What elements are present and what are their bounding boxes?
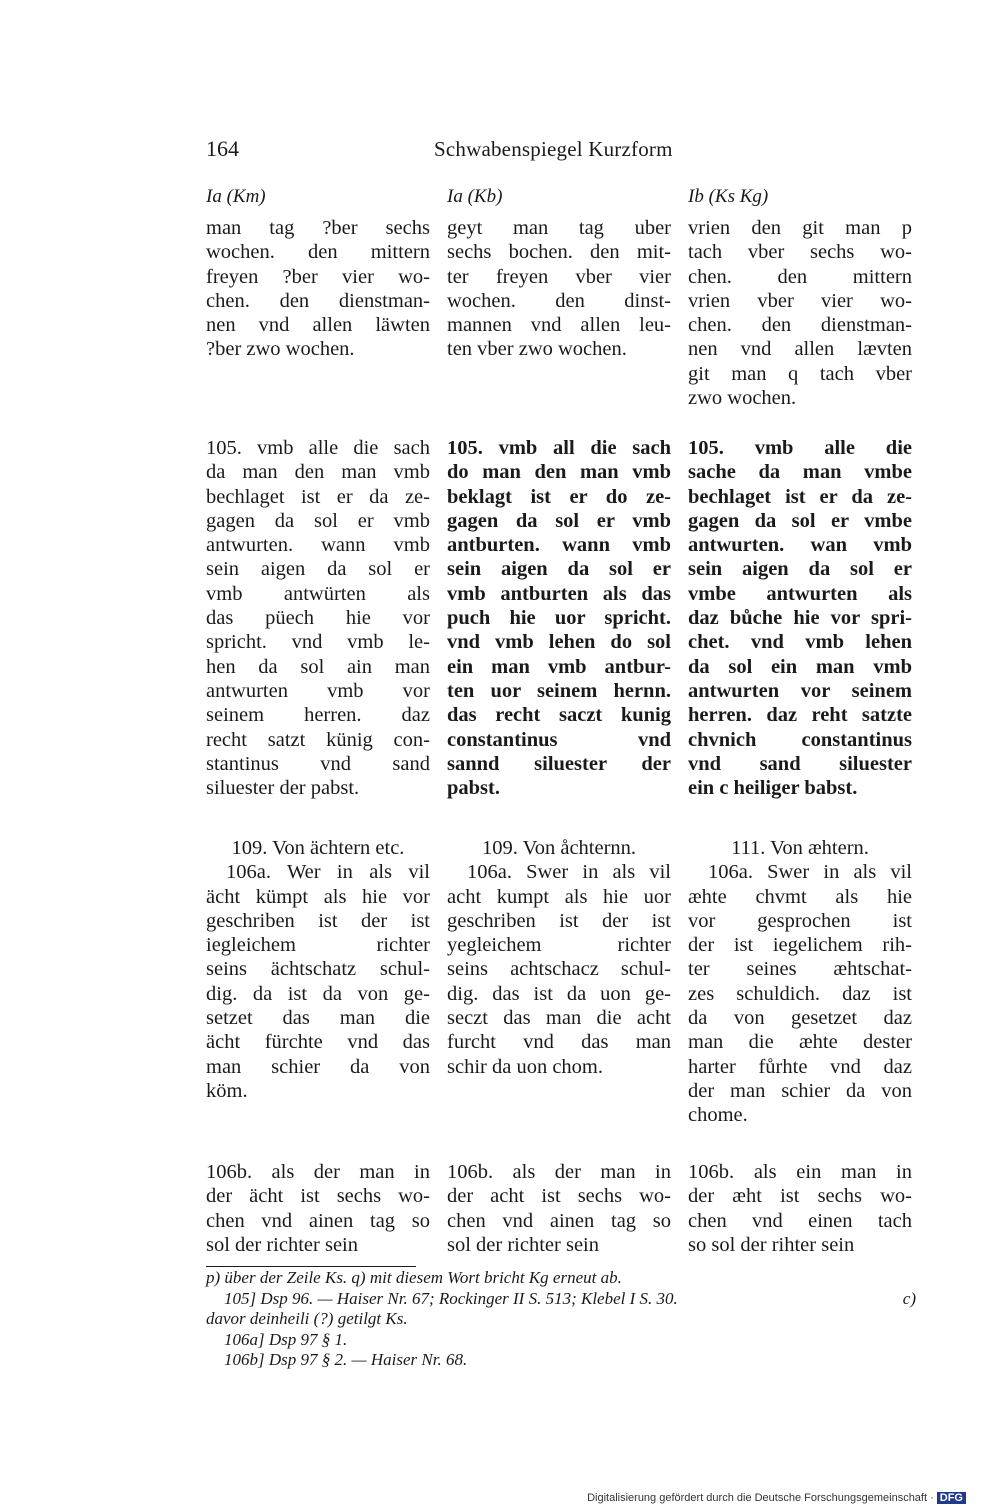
text-line: tach vber sechs wo- bbox=[688, 241, 912, 264]
text-line: antwurten. wann vmb bbox=[206, 534, 430, 557]
text-line: beklagt ist er do ze- bbox=[447, 485, 671, 508]
text-line: der man schier da von bbox=[688, 1079, 912, 1102]
digitization-credit bbox=[587, 1492, 966, 1504]
text-line: der ächt ist sechs wo- bbox=[206, 1185, 430, 1208]
text-line: bechlaget ist er da ze- bbox=[206, 485, 430, 508]
text-block bbox=[206, 1160, 430, 1257]
running-title: Schwabenspiegel Kurzform bbox=[434, 137, 673, 161]
text-line: wochen. den mittern bbox=[206, 241, 430, 264]
text-line: freyen ?ber vier wo- bbox=[206, 265, 430, 288]
text-line: 106b. als der man in bbox=[447, 1161, 671, 1183]
text-line: do man den man vmb bbox=[447, 461, 671, 484]
column-siglum: Ia (Km) bbox=[206, 186, 266, 207]
text-line: stantinus vnd sand bbox=[206, 752, 430, 775]
text-line: 106b. als der man in bbox=[206, 1161, 430, 1183]
text-line: seins ächtschatz schul- bbox=[206, 958, 430, 981]
column-siglum: Ia (Kb) bbox=[447, 186, 503, 207]
text-line: seinem herren. daz bbox=[206, 704, 430, 727]
text-line: nen vnd allen lævten bbox=[688, 338, 912, 361]
text-block bbox=[447, 836, 671, 1079]
text-line: chen vnd ainen tag so bbox=[447, 1209, 671, 1232]
text-line: ächt kümpt als hie vor bbox=[206, 885, 430, 908]
text-line: ter freyen vber vier bbox=[447, 265, 671, 288]
text-line: 106a. Wer in als vil bbox=[226, 861, 430, 884]
text-line: sannd siluester der bbox=[447, 752, 671, 775]
text-line: chen. den dienstman- bbox=[688, 314, 912, 337]
text-line: recht satzt künig con- bbox=[206, 728, 430, 751]
text-line: ?ber zwo wochen. bbox=[206, 338, 355, 361]
text-line: yegleichem richter bbox=[447, 934, 671, 957]
footnote-rule bbox=[206, 1266, 416, 1267]
text-line: chen vnd ainen tag so bbox=[206, 1209, 430, 1232]
text-line: das recht saczt kunig bbox=[447, 704, 671, 727]
text-block bbox=[688, 836, 912, 1128]
text-line: 106a. Swer in als vil bbox=[708, 861, 912, 884]
text-line: chen vnd einen tach bbox=[688, 1209, 912, 1232]
text-line: köm. bbox=[206, 1079, 248, 1102]
text-line: dig. da ist da von ge- bbox=[206, 982, 430, 1005]
text-line: antburten. wann vmb bbox=[447, 534, 671, 557]
text-block bbox=[447, 216, 671, 362]
section-heading: 111. Von æhtern. bbox=[731, 837, 869, 859]
text-line: mannen vnd allen leu- bbox=[447, 314, 671, 337]
dfg-logo: DFG bbox=[937, 1492, 966, 1504]
text-line: geyt man tag uber bbox=[447, 217, 671, 239]
text-line: chvnich constantinus bbox=[688, 728, 912, 751]
footnote-line bbox=[206, 1289, 916, 1310]
text-line: chen. den mittern bbox=[688, 265, 912, 288]
text-line: sein aigen da sol er bbox=[206, 558, 430, 581]
text-line: seins achtschacz schul- bbox=[447, 958, 671, 981]
text-line: vnd sand siluester bbox=[688, 752, 912, 775]
text-line: gagen da sol er vmb bbox=[447, 509, 671, 532]
text-line: da sol ein man vmb bbox=[688, 655, 912, 678]
footnote-line: 106a] Dsp 97 § 1. bbox=[224, 1329, 348, 1349]
text-line: antwurten vmb vor bbox=[206, 679, 430, 702]
text-line: antwurten vor seinem bbox=[688, 679, 912, 702]
credit-text: Digitalisierung gefördert durch die Deutsche Forschungsgemeinschaft · bbox=[587, 1492, 934, 1504]
text-line: constantinus vnd bbox=[447, 728, 671, 751]
text-line: sol der richter sein bbox=[206, 1233, 358, 1256]
text-line: vor gesprochen ist bbox=[688, 909, 912, 932]
text-line: ten uor seinem hernn. bbox=[447, 679, 671, 702]
section-heading: 109. Von ächtern etc. bbox=[231, 837, 405, 859]
text-line: wochen. den dinst- bbox=[447, 289, 671, 312]
text-line: man die æhte dester bbox=[688, 1031, 912, 1054]
text-line: der acht ist sechs wo- bbox=[447, 1185, 671, 1208]
footnote-marker: c) bbox=[902, 1288, 916, 1308]
text-line: nen vnd allen läwten bbox=[206, 314, 430, 337]
text-line: 105. vmb alle die sach bbox=[206, 437, 430, 459]
text-line: pabst. bbox=[447, 777, 500, 800]
column-siglum: Ib (Ks Kg) bbox=[688, 186, 769, 207]
text-line: bechlaget ist er da ze- bbox=[688, 485, 912, 508]
text-block bbox=[206, 436, 430, 800]
text-line: siluester der pabst. bbox=[206, 777, 360, 800]
text-line: man tag ?ber sechs bbox=[206, 217, 430, 239]
page-number: 164 bbox=[206, 136, 239, 161]
text-line: git man q tach vber bbox=[688, 362, 912, 385]
text-line: iegleichem richter bbox=[206, 934, 430, 957]
text-line: ächt fürchte vnd das bbox=[206, 1031, 430, 1054]
text-line: hen da sol ain man bbox=[206, 655, 430, 678]
text-line: geschriben ist der ist bbox=[447, 909, 671, 932]
text-line: zwo wochen. bbox=[688, 387, 797, 410]
text-line: man schier da von bbox=[206, 1055, 430, 1078]
text-line: der æht ist sechs wo- bbox=[688, 1185, 912, 1208]
text-line: sein aigen da sol er bbox=[688, 558, 912, 581]
text-line: seczt das man die acht bbox=[447, 1007, 671, 1030]
text-line: 105. vmb alle die bbox=[688, 437, 912, 459]
text-block bbox=[688, 216, 912, 410]
text-line: da von gesetzet daz bbox=[688, 1007, 912, 1030]
text-line: 106b. als ein man in bbox=[688, 1161, 912, 1183]
text-line: chet. vnd vmb lehen bbox=[688, 631, 912, 654]
text-line: vmb antburten als das bbox=[447, 582, 671, 605]
text-line: chome. bbox=[688, 1104, 748, 1127]
text-line: dig. das ist da uon ge- bbox=[447, 982, 671, 1005]
text-line: sache da man vmbe bbox=[688, 461, 912, 484]
text-line: zes schuldich. daz ist bbox=[688, 982, 912, 1005]
text-line: geschriben ist der ist bbox=[206, 909, 430, 932]
text-line: schir da uon chom. bbox=[447, 1055, 603, 1078]
footnote-line: 106b] Dsp 97 § 2. — Haiser Nr. 68. bbox=[224, 1350, 468, 1369]
text-block bbox=[206, 836, 430, 1103]
text-line: chen. den dienstman- bbox=[206, 289, 430, 312]
text-line: herren. daz reht satzte bbox=[688, 704, 912, 727]
text-line: gagen da sol er vmbe bbox=[688, 509, 912, 532]
text-line: 105. vmb all die sach bbox=[447, 437, 671, 459]
text-line: spricht. vnd vmb le- bbox=[206, 631, 430, 654]
text-line: so sol der rihter sein bbox=[688, 1233, 855, 1256]
text-line: ein c heiliger babst. bbox=[688, 777, 858, 800]
footnote-line: davor deinheili (?) getilgt Ks. bbox=[206, 1309, 408, 1328]
text-line: acht kumpt als hie uor bbox=[447, 885, 671, 908]
text-line: puch hie uor spricht. bbox=[447, 607, 671, 630]
section-heading: 109. Von åchternn. bbox=[481, 837, 637, 859]
text-block bbox=[447, 1160, 671, 1257]
text-line: vrien vber vier wo- bbox=[688, 289, 912, 312]
text-line: vmbe antwurten als bbox=[688, 582, 912, 605]
text-line: ein man vmb antbur- bbox=[447, 655, 671, 678]
text-line: sein aigen da sol er bbox=[447, 558, 671, 581]
text-line: gagen da sol er vmb bbox=[206, 509, 430, 532]
footnote-line: p) über der Zeile Ks. q) mit diesem Wort bricht Kg erneut ab. bbox=[206, 1268, 622, 1287]
text-line: ten vber zwo wochen. bbox=[447, 338, 627, 361]
text-line: harter fůrhte vnd daz bbox=[688, 1055, 912, 1078]
text-line: vmb antwürten als bbox=[206, 582, 430, 605]
text-line: ter seines æhtschat- bbox=[688, 958, 912, 981]
text-block bbox=[688, 1160, 912, 1257]
text-line: furcht vnd das man bbox=[447, 1031, 671, 1054]
text-line: das püech hie vor bbox=[206, 607, 430, 630]
text-block bbox=[688, 436, 912, 800]
text-line: 106a. Swer in als vil bbox=[467, 861, 671, 884]
text-line: vrien den git man p bbox=[688, 217, 912, 239]
footnotes bbox=[206, 1268, 916, 1371]
text-line: der ist iegelichem rih- bbox=[688, 934, 912, 957]
text-line: antwurten. wan vmb bbox=[688, 534, 912, 557]
text-line: daz bůche hie vor spri- bbox=[688, 607, 912, 630]
text-line: vnd vmb lehen do sol bbox=[447, 631, 671, 654]
text-block bbox=[206, 216, 430, 362]
footnote-text: 105] Dsp 96. — Haiser Nr. 67; Rockinger II S. 513; Klebel I S. 30. bbox=[224, 1288, 678, 1308]
text-line: sechs bochen. den mit- bbox=[447, 241, 671, 264]
text-line: æhte chvmt als hie bbox=[688, 885, 912, 908]
text-line: sol der richter sein bbox=[447, 1233, 599, 1256]
text-line: da man den man vmb bbox=[206, 461, 430, 484]
text-line: setzet das man die bbox=[206, 1007, 430, 1030]
text-block bbox=[447, 436, 671, 800]
